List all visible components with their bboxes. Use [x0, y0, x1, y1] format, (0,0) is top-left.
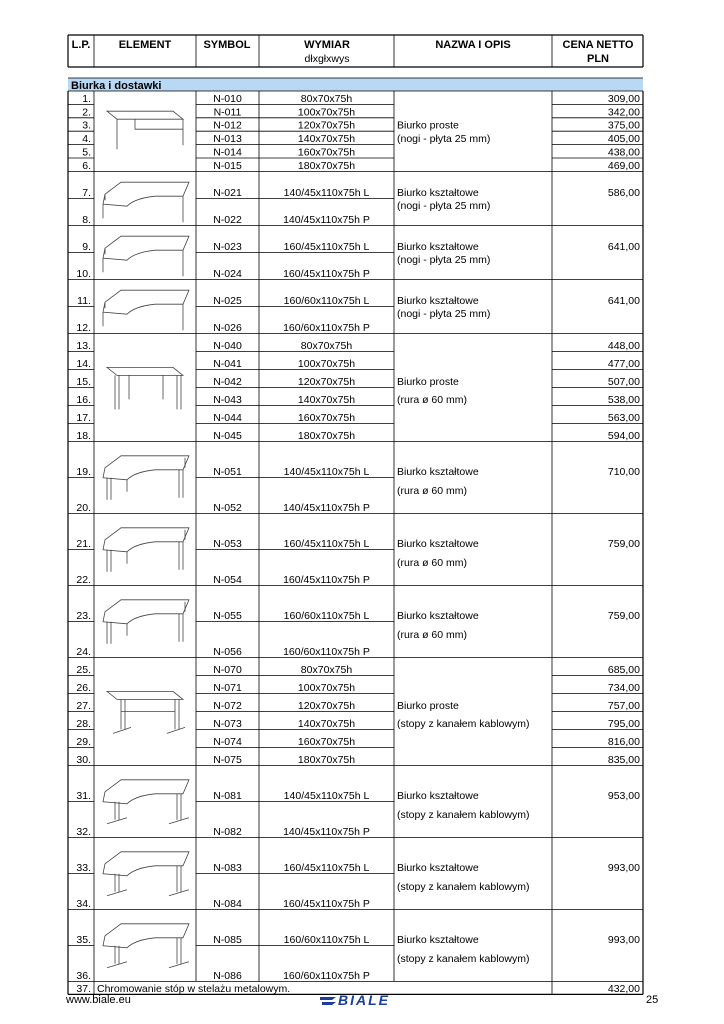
header-wymiar: WYMIAR	[304, 39, 350, 51]
row-symbol: N-022	[213, 213, 242, 226]
row-cena: 993,00	[607, 933, 640, 946]
row-lp: 4.	[82, 133, 91, 146]
row-lp: 9.	[82, 240, 91, 253]
desk-shaped-tube-legs-icon	[103, 528, 189, 572]
row-wymiar: 160/60x110x75h L	[283, 933, 370, 946]
row-symbol: N-025	[213, 294, 242, 307]
row-cena: 375,00	[607, 119, 640, 132]
row-cena: 795,00	[607, 717, 640, 730]
row-cena: 993,00	[607, 861, 640, 874]
footer-url[interactable]: www.biale.eu	[66, 994, 131, 1006]
desk-shaped-tube-legs-icon	[103, 456, 189, 500]
row-wymiar: 160/60x110x75h P	[283, 969, 370, 982]
row-symbol: N-040	[213, 339, 242, 352]
row-lp: 19.	[76, 465, 91, 478]
row-cena: 438,00	[607, 146, 640, 159]
header-element: ELEMENT	[118, 39, 172, 51]
row-desc: (stopy z kanałem kablowym)	[397, 880, 530, 893]
row-desc: (nogi - płyta 25 mm)	[397, 307, 491, 320]
row-symbol: N-045	[213, 429, 242, 442]
row-lp: 25.	[76, 663, 91, 676]
last-row-text: Chromowanie stóp w stelażu metalowym.	[97, 982, 291, 995]
row-symbol: N-086	[213, 969, 242, 982]
row-symbol: N-044	[213, 411, 242, 424]
row-lp: 14.	[76, 357, 91, 370]
row-symbol: N-072	[213, 699, 242, 712]
row-wymiar: 140x70x75h	[297, 393, 356, 406]
row-wymiar: 160/45x110x75h L	[283, 240, 370, 253]
row-wymiar: 120x70x75h	[297, 119, 356, 132]
header-symbol: SYMBOL	[203, 39, 251, 51]
row-cena: 563,00	[607, 411, 640, 424]
row-name: Biurko kształtowe	[397, 537, 479, 550]
row-symbol: N-082	[213, 825, 242, 838]
row-wymiar: 160/60x110x75h P	[283, 645, 370, 658]
row-lp: 8.	[82, 213, 91, 226]
row-lp: 11.	[77, 294, 91, 307]
row-lp: 5.	[82, 146, 91, 159]
row-wymiar: 140x70x75h	[297, 133, 356, 146]
row-symbol: N-041	[213, 357, 242, 370]
row-lp: 12.	[76, 321, 91, 334]
row-cena: 685,00	[607, 663, 640, 676]
row-wymiar: 160/45x110x75h L	[283, 537, 370, 550]
row-lp: 32.	[76, 825, 91, 838]
row-cena: 309,00	[607, 92, 640, 105]
desk-shaped-panel-legs-icon	[103, 182, 189, 222]
desk-straight-cable-feet-icon	[107, 691, 185, 733]
row-wymiar: 140/45x110x75h P	[283, 501, 370, 514]
desk-straight-tube-legs-icon	[107, 367, 183, 409]
row-name: Biurko kształtowe	[397, 861, 479, 874]
row-cena: 448,00	[607, 339, 640, 352]
table-header	[72, 39, 634, 65]
row-lp: 2.	[82, 106, 91, 119]
row-symbol: N-042	[213, 375, 242, 388]
header-cena-sub: PLN	[587, 53, 609, 65]
row-lp: 28.	[76, 717, 91, 730]
row-wymiar: 160/45x110x75h P	[283, 573, 370, 586]
row-wymiar: 180x70x75h	[297, 159, 356, 172]
row-cena: 816,00	[607, 735, 640, 748]
desk-shaped-panel-legs-icon	[103, 290, 189, 330]
row-cena: 953,00	[607, 789, 640, 802]
row-lp: 23.	[76, 609, 91, 622]
row-cena: 759,00	[607, 537, 640, 550]
page-number: 25	[646, 994, 659, 1006]
row-symbol: N-053	[213, 537, 242, 550]
row-desc: (nogi - płyta 25 mm)	[397, 199, 491, 212]
desk-shaped-panel-legs-icon	[103, 236, 189, 276]
row-cena: 835,00	[607, 753, 640, 766]
row-wymiar: 120x70x75h	[297, 699, 356, 712]
row-symbol: N-010	[213, 92, 242, 105]
row-wymiar: 80x70x75h	[300, 339, 353, 352]
row-symbol: N-024	[213, 267, 242, 280]
row-wymiar: 80x70x75h	[300, 663, 353, 676]
row-cena: 734,00	[607, 681, 640, 694]
row-wymiar: 120x70x75h	[297, 375, 356, 388]
logo-text: BIALE	[338, 992, 390, 1008]
row-symbol: N-013	[213, 133, 242, 146]
section-title: Biurka i dostawki	[71, 80, 162, 92]
row-lp: 21.	[76, 537, 91, 550]
row-cena: 507,00	[607, 375, 640, 388]
row-wymiar: 180x70x75h	[297, 753, 356, 766]
row-cena: 469,00	[607, 159, 640, 172]
row-lp: 18.	[76, 429, 91, 442]
row-wymiar: 160/60x110x75h P	[283, 321, 370, 334]
row-symbol: N-051	[213, 465, 242, 478]
row-name: Biurko proste	[397, 119, 459, 132]
row-desc: (nogi - płyta 25 mm)	[397, 253, 491, 266]
row-name: Biurko kształtowe	[397, 933, 479, 946]
row-symbol: N-011	[213, 106, 242, 119]
row-lp: 30.	[76, 753, 91, 766]
row-symbol: N-070	[213, 663, 242, 676]
row-wymiar: 140/45x110x75h P	[283, 213, 370, 226]
table-body	[76, 93, 640, 995]
row-symbol: N-012	[213, 119, 242, 132]
row-lp: 27.	[76, 699, 91, 712]
row-name: Biurko kształtowe	[397, 294, 479, 307]
row-lp: 24.	[76, 645, 91, 658]
desk-straight-panel-legs-icon	[107, 111, 183, 149]
row-lp: 22.	[76, 573, 91, 586]
row-symbol: N-021	[213, 186, 242, 199]
row-cena: 586,00	[607, 186, 640, 199]
row-wymiar: 100x70x75h	[297, 357, 356, 370]
header-wymiar-sub: dłxgłxwys	[304, 53, 350, 65]
row-symbol: N-054	[213, 573, 242, 586]
row-wymiar: 160/45x110x75h P	[283, 897, 370, 910]
row-wymiar: 140/45x110x75h L	[283, 186, 370, 199]
row-desc: (rura ø 60 mm)	[397, 393, 468, 406]
row-lp: 36.	[76, 969, 91, 982]
header-cena: CENA NETTO	[562, 39, 634, 51]
row-symbol: N-055	[213, 609, 242, 622]
row-lp: 16.	[76, 393, 91, 406]
row-symbol: N-073	[213, 717, 242, 730]
row-desc: (rura ø 60 mm)	[397, 484, 468, 497]
row-wymiar: 140/45x110x75h P	[283, 825, 370, 838]
row-symbol: N-043	[213, 393, 242, 406]
row-desc: (rura ø 60 mm)	[397, 628, 468, 641]
biale-logo	[318, 992, 408, 1010]
row-wymiar: 100x70x75h	[297, 106, 356, 119]
row-lp: 33.	[76, 861, 91, 874]
row-symbol: N-015	[213, 159, 242, 172]
logo-mark-icon	[318, 992, 338, 1010]
row-wymiar: 140x70x75h	[297, 717, 356, 730]
row-lp: 3.	[82, 119, 91, 132]
row-lp: 29.	[76, 735, 91, 748]
row-lp: 31.	[76, 789, 91, 802]
row-lp: 17.	[76, 411, 91, 424]
row-symbol: N-026	[213, 321, 242, 334]
row-name: Biurko kształtowe	[397, 609, 479, 622]
row-symbol: N-052	[213, 501, 242, 514]
row-desc: (stopy z kanałem kablowym)	[397, 717, 530, 730]
row-cena: 538,00	[607, 393, 640, 406]
row-cena: 759,00	[607, 609, 640, 622]
row-wymiar: 180x70x75h	[297, 429, 356, 442]
row-cena: 405,00	[607, 133, 640, 146]
row-wymiar: 160/60x110x75h L	[283, 294, 370, 307]
row-lp: 13.	[76, 339, 91, 352]
row-name: Biurko kształtowe	[397, 465, 479, 478]
row-wymiar: 160/45x110x75h P	[283, 267, 370, 280]
row-symbol: N-023	[213, 240, 242, 253]
row-lp: 6.	[82, 159, 91, 172]
row-desc: (stopy z kanałem kablowym)	[397, 808, 530, 821]
row-lp: 20.	[76, 501, 91, 514]
row-desc: (stopy z kanałem kablowym)	[397, 952, 530, 965]
row-wymiar: 160x70x75h	[297, 735, 356, 748]
row-lp: 35.	[76, 933, 91, 946]
desk-shaped-tube-legs-icon	[103, 600, 189, 644]
row-lp: 15.	[76, 375, 91, 388]
row-name: Biurko proste	[397, 699, 459, 712]
row-name: Biurko kształtowe	[397, 789, 479, 802]
row-symbol: N-074	[213, 735, 242, 748]
header-nazwa: NAZWA I OPIS	[435, 39, 511, 51]
row-cena: 342,00	[607, 106, 640, 119]
row-symbol: N-084	[213, 897, 242, 910]
last-row-cena: 432,00	[607, 982, 640, 995]
desk-shaped-cable-feet-icon	[103, 780, 189, 824]
row-desc: (nogi - płyta 25 mm)	[397, 133, 491, 146]
row-symbol: N-075	[213, 753, 242, 766]
row-symbol: N-085	[213, 933, 242, 946]
row-cena: 594,00	[607, 429, 640, 442]
row-name: Biurko proste	[397, 375, 459, 388]
row-lp: 10.	[76, 267, 91, 280]
row-symbol: N-056	[213, 645, 242, 658]
row-wymiar: 140/45x110x75h L	[283, 465, 370, 478]
row-cena: 710,00	[607, 465, 640, 478]
row-lp: 1.	[82, 92, 91, 105]
last-row-lp: 37.	[76, 982, 91, 995]
row-symbol: N-014	[213, 146, 242, 159]
row-symbol: N-071	[213, 681, 242, 694]
row-cena: 477,00	[607, 357, 640, 370]
desk-shaped-cable-feet-icon	[103, 924, 189, 968]
row-cena: 757,00	[607, 699, 640, 712]
header-lp: L.P.	[71, 39, 91, 51]
row-wymiar: 160x70x75h	[297, 411, 356, 424]
row-lp: 7.	[82, 186, 91, 199]
row-cena: 641,00	[607, 294, 640, 307]
row-wymiar: 100x70x75h	[297, 681, 356, 694]
row-name: Biurko kształtowe	[397, 240, 479, 253]
row-wymiar: 140/45x110x75h L	[283, 789, 370, 802]
row-lp: 26.	[76, 681, 91, 694]
row-symbol: N-083	[213, 861, 242, 874]
desk-shaped-cable-feet-icon	[103, 852, 189, 896]
row-wymiar: 160/60x110x75h L	[283, 609, 370, 622]
table-grid	[68, 35, 643, 994]
row-lp: 34.	[76, 897, 91, 910]
product-images	[103, 111, 189, 968]
row-cena: 641,00	[607, 240, 640, 253]
row-name: Biurko kształtowe	[397, 186, 479, 199]
row-wymiar: 160/45x110x75h L	[283, 861, 370, 874]
row-wymiar: 80x70x75h	[300, 92, 353, 105]
row-wymiar: 160x70x75h	[297, 146, 356, 159]
row-desc: (rura ø 60 mm)	[397, 556, 468, 569]
row-symbol: N-081	[213, 789, 242, 802]
